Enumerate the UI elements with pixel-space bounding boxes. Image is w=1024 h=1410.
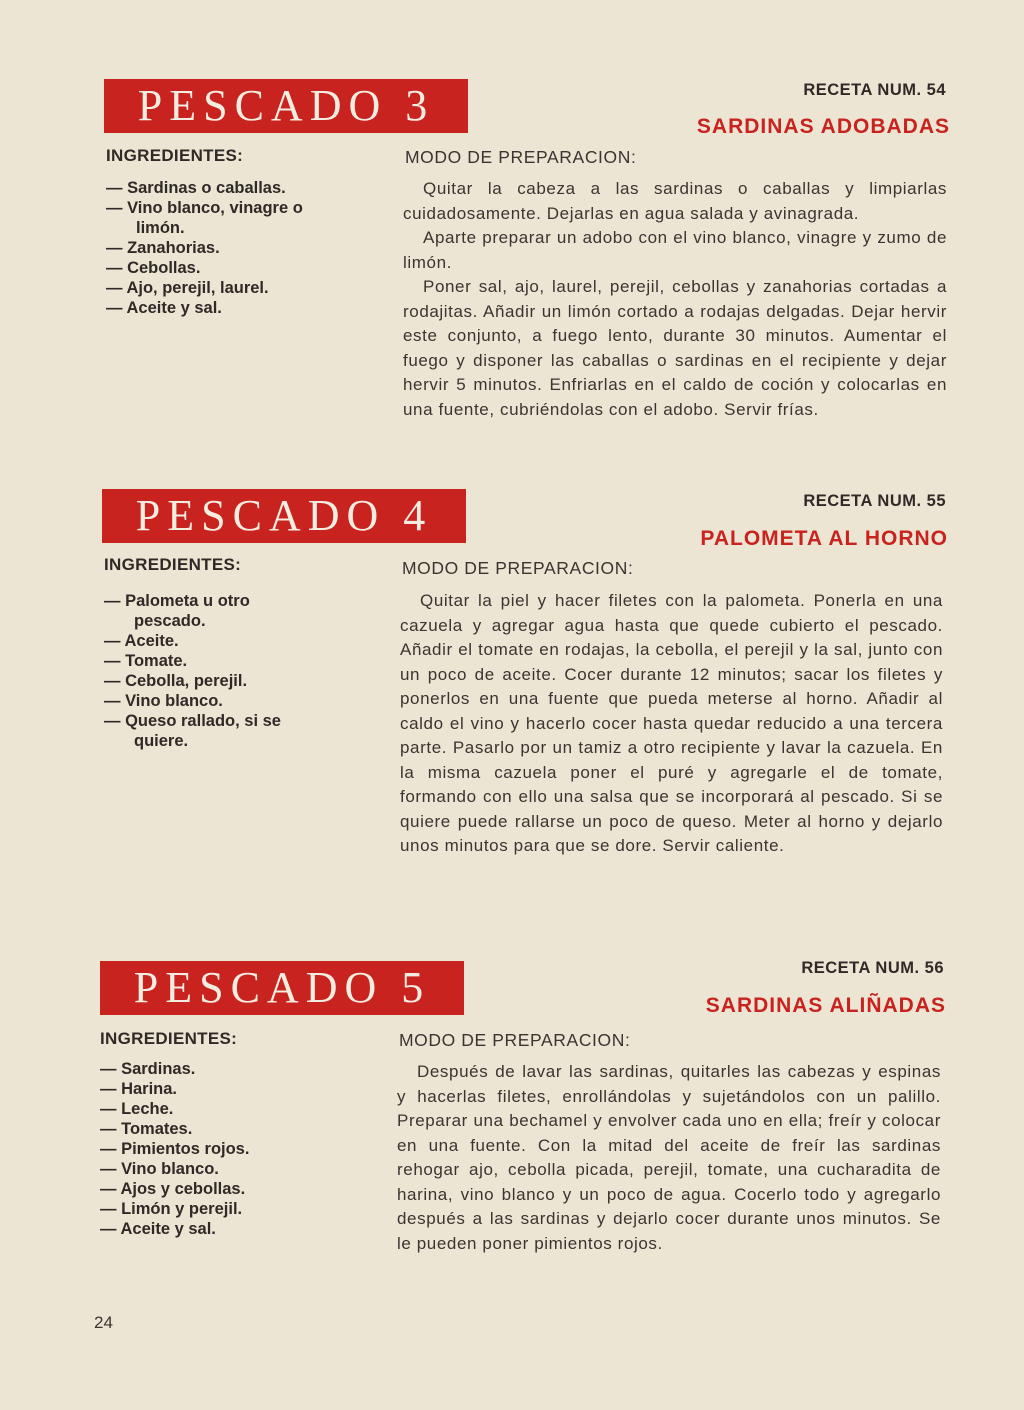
ingredient-item: — Vino blanco. (104, 692, 223, 710)
ingredient-item: — Leche. (100, 1100, 174, 1118)
ingredient-item: — Aceite. (104, 632, 179, 650)
recipe-title: SARDINAS ADOBADAS (696, 115, 950, 138)
method-heading: MODO DE PREPARACION: (405, 147, 637, 167)
recipe-title: SARDINAS ALIÑADAS (705, 994, 946, 1017)
ingredient-item: — Zanahorias. (106, 239, 220, 257)
ingredient-item: — Ajo, perejil, laurel. (106, 279, 269, 297)
ingredient-item: — Cebollas. (106, 259, 201, 277)
method-heading: MODO DE PREPARACION: (402, 558, 634, 578)
ingredients-heading: INGREDIENTES: (104, 555, 242, 574)
method-paragraph: Quitar la piel y hacer filetes con la palometa. Ponerla en una cazuela y agregar agua hasta que quede cubierto el pescado. Añadir el tomate en rodajas, la cebolla, el perejil y la sal, junto con un poco de aceite. Cocer durante 12 minutos; sacar los filetes y ponerlos en una fuente que pueda meterse al horno. Añadir al caldo el vino y hacerlo cocer hasta quedar reducido a una tercera parte. Pasarlo por un tamiz a otro recipiente y lavar la cazuela. En la misma cazuela poner el puré y agregarle el de tomate, formando con ello una salsa que se incorporará al pescado. Si se quiere puede rallarse un poco de queso. Meter al horno y dejarlo unos minutos para que se dore. Servir caliente. (400, 591, 943, 855)
ingredient-item: — Palometa u otro pescado. (104, 592, 250, 630)
ingredients-heading: INGREDIENTES: (106, 146, 244, 165)
ingredient-item: — Vino blanco, vinagre o limón. (106, 199, 303, 237)
ingredient-item: — Pimientos rojos. (100, 1140, 250, 1158)
recipe-number: RECETA NUM. 54 (803, 81, 946, 99)
ingredients-heading: INGREDIENTES: (100, 1029, 238, 1048)
ingredient-item: — Aceite y sal. (100, 1220, 216, 1238)
method-paragraph: Aparte preparar un adobo con el vino blanco, vinagre y zumo de limón. (403, 228, 947, 272)
ingredient-item: — Sardinas o caballas. (106, 179, 286, 197)
ingredient-item: — Limón y perejil. (100, 1200, 243, 1218)
ingredient-item: — Harina. (100, 1080, 178, 1098)
method-paragraph: Poner sal, ajo, laurel, perejil, cebollas y zanahorias cortadas a rodajitas. Añadir un limón cortado a rodajas delgadas. Dejar hervir este conjunto, a fuego lento, durante 30 minutos. Aumentar el fuego y disponer las caballas o sardinas en el recipiente y dejar hervir 5 minutos. Enfriarlas en el caldo de coción y colocarlas en una fuente, cubriéndolas con el adobo. Servir frías. (403, 277, 947, 419)
ingredient-item: — Tomate. (104, 652, 188, 670)
ingredient-item: — Aceite y sal. (106, 299, 222, 317)
ingredients-list (100, 1059, 314, 1239)
ingredient-item: — Queso rallado, si se quiere. (104, 712, 281, 750)
recipe-title: PALOMETA AL HORNO (700, 527, 948, 550)
method-paragraph: Quitar la cabeza a las sardinas o caballas y limpiarlas cuidadosamente. Dejarlas en agua salada y avinagrada. (403, 179, 947, 223)
method-text (397, 1060, 941, 1256)
recipe-number: RECETA NUM. 56 (801, 959, 944, 977)
ingredient-item: — Tomates. (100, 1120, 193, 1138)
ingredient-item: — Ajos y cebollas. (100, 1180, 246, 1198)
recipe-number: RECETA NUM. 55 (803, 492, 946, 510)
method-heading: MODO DE PREPARACION: (399, 1030, 631, 1050)
ingredient-item: — Vino blanco. (100, 1160, 219, 1178)
ingredient-item: — Sardinas. (100, 1060, 196, 1078)
recipe-banner: PESCADO 5 (100, 961, 464, 1015)
recipe-banner: PESCADO 4 (102, 489, 466, 543)
recipe-banner: PESCADO 3 (104, 79, 468, 133)
page-number: 24 (94, 1313, 113, 1332)
method-paragraph: Después de lavar las sardinas, quitarles las cabezas y espinas y hacerlas filetes, enrollándolas y sujetándolos con un palillo. Preparar una bechamel y envolver cada uno en ella; freír y colocar en una fuente. Con la mitad del aceite de freír las sardinas rehogar ajo, cebolla picada, perejil, tomate, una cucharadita de harina, vino blanco y un poco de agua. Cocerlo todo y agregarlo después a las sardinas y dejarlo cocer durante unos minutos. Se le pueden poner pimientos rojos. (397, 1062, 941, 1253)
ingredient-item: — Cebolla, perejil. (104, 672, 248, 690)
